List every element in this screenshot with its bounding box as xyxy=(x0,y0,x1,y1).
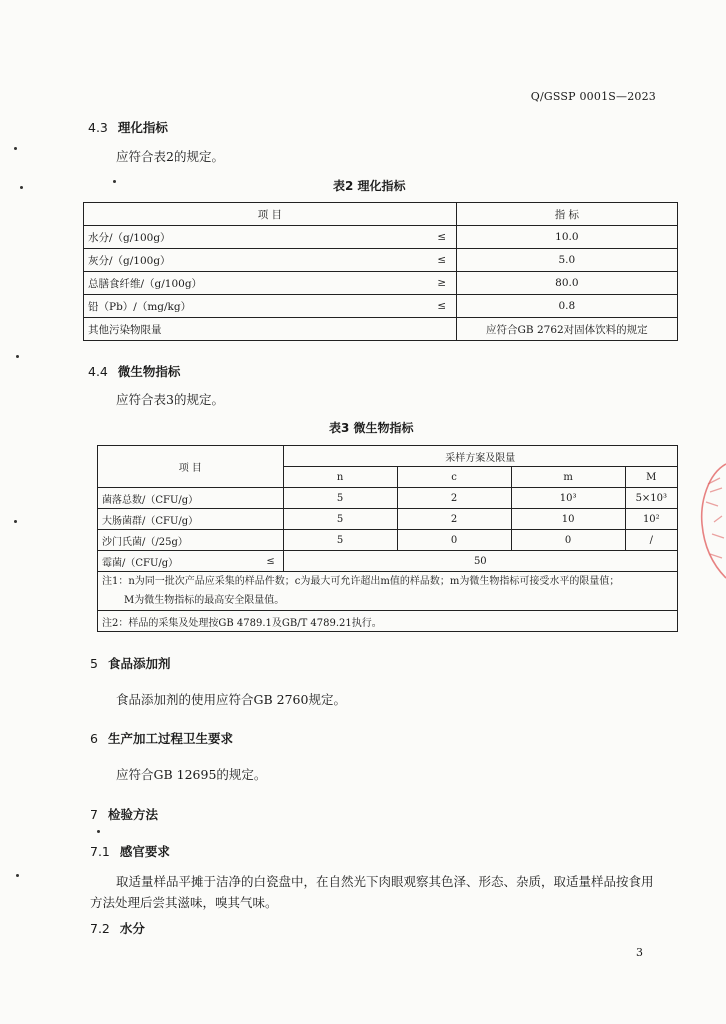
cell-item: 铅（Pb）/（mg/kg） xyxy=(84,295,428,318)
note-1-line2: M为微生物指标的最高安全限量值。 xyxy=(124,595,285,606)
cell-M: 5×10³ xyxy=(625,488,677,509)
section-title: 理化指标 xyxy=(117,120,168,135)
section-number: 7.1 xyxy=(90,844,110,859)
cell-value: 0.8 xyxy=(456,295,677,318)
cell-m: 10 xyxy=(511,509,625,530)
table-note-row xyxy=(98,572,678,611)
table-header-row xyxy=(98,446,678,467)
scan-speck xyxy=(97,830,100,833)
cell-item: 灰分/（g/100g） xyxy=(84,249,428,272)
scan-speck xyxy=(113,180,116,183)
cell-value: 应符合GB 2762对固体饮料的规定 xyxy=(456,318,677,341)
header-plan: 采样方案及限量 xyxy=(283,446,677,467)
section-7-1-line1: 取适量样品平摊于洁净的白瓷盘中，在自然光下肉眼观察其色泽、形态、杂质，取适量样品按食用 xyxy=(116,874,654,889)
cell-c: 2 xyxy=(397,488,511,509)
table-row xyxy=(98,551,678,572)
header-n: n xyxy=(283,467,397,488)
section-number: 7.2 xyxy=(90,921,110,936)
table-row xyxy=(98,509,678,530)
section-number: 4.3 xyxy=(88,120,108,135)
cell-value: 50 xyxy=(283,551,677,572)
section-7-heading xyxy=(90,805,158,823)
scan-speck xyxy=(16,874,19,877)
section-4-4-text: 应符合表3的规定。 xyxy=(116,392,224,407)
section-number: 7 xyxy=(90,807,98,822)
cell-item: 总膳食纤维/（g/100g） xyxy=(84,272,428,295)
cell-op: ≤ xyxy=(428,249,457,272)
cell-op: ≤ xyxy=(428,226,457,249)
table-row xyxy=(84,272,678,295)
cell-op: ≤ xyxy=(428,295,457,318)
cell-item: 沙门氏菌/（/25g） xyxy=(98,530,284,551)
header-m: m xyxy=(511,467,625,488)
cell-m: 0 xyxy=(511,530,625,551)
header-item: 项 目 xyxy=(98,446,284,488)
cell-op xyxy=(428,318,457,341)
header-M: M xyxy=(625,467,677,488)
cell-op: ≤ xyxy=(259,551,284,572)
table-row xyxy=(84,318,678,341)
scan-speck xyxy=(20,186,23,189)
table-row xyxy=(98,488,678,509)
note-1-line1: 注1：n为同一批次产品应采集的样品件数；c为最大可允许超出m值的样品数；m为微生物指标可接受水平的限量值； xyxy=(102,576,620,587)
cell-M: 10² xyxy=(625,509,677,530)
cell-n: 5 xyxy=(283,530,397,551)
section-title: 食品添加剂 xyxy=(107,656,171,671)
section-title: 生产加工过程卫生要求 xyxy=(107,731,233,746)
section-7-2-heading xyxy=(90,919,145,937)
table-row xyxy=(98,530,678,551)
cell-value: 80.0 xyxy=(456,272,677,295)
cell-item: 水分/（g/100g） xyxy=(84,226,428,249)
scan-speck xyxy=(14,147,17,150)
table-row xyxy=(84,295,678,318)
cell-m: 10³ xyxy=(511,488,625,509)
header-c: c xyxy=(397,467,511,488)
table3-caption: 表3 微生物指标 xyxy=(329,421,414,435)
section-6-heading xyxy=(90,729,233,747)
note-1 xyxy=(98,572,678,611)
cell-value: 10.0 xyxy=(456,226,677,249)
cell-op: ≥ xyxy=(428,272,457,295)
table2 xyxy=(83,202,678,341)
cell-item: 大肠菌群/（CFU/g） xyxy=(98,509,284,530)
section-4-3-heading xyxy=(88,118,168,136)
table2-caption: 表2 理化指标 xyxy=(333,179,406,193)
cell-c: 0 xyxy=(397,530,511,551)
cell-n: 5 xyxy=(283,509,397,530)
scan-speck xyxy=(16,355,19,358)
table-row xyxy=(84,226,678,249)
section-number: 5 xyxy=(90,656,98,671)
section-title: 微生物指标 xyxy=(117,364,181,379)
page-number: 3 xyxy=(636,946,643,959)
seal-stamp-fragment xyxy=(696,462,726,580)
cell-value: 5.0 xyxy=(456,249,677,272)
header-index: 指 标 xyxy=(456,203,677,226)
section-title: 检验方法 xyxy=(107,807,158,822)
cell-c: 2 xyxy=(397,509,511,530)
cell-item: 其他污染物限量 xyxy=(84,318,428,341)
section-number: 4.4 xyxy=(88,364,108,379)
section-6-text: 应符合GB 12695的规定。 xyxy=(116,767,267,782)
section-title: 感官要求 xyxy=(119,844,170,859)
cell-M: / xyxy=(625,530,677,551)
section-5-heading xyxy=(90,654,170,672)
cell-item: 菌落总数/（CFU/g） xyxy=(98,488,284,509)
table-note-row xyxy=(98,611,678,632)
table3 xyxy=(97,445,678,632)
note-2: 注2：样品的采集及处理按GB 4789.1及GB/T 4789.21执行。 xyxy=(98,611,678,632)
doc-header-code: Q/GSSP 0001S—2023 xyxy=(530,90,656,103)
scan-speck xyxy=(14,520,17,523)
table-header-row xyxy=(84,203,678,226)
section-title: 水分 xyxy=(119,921,145,936)
section-4-4-heading xyxy=(88,362,180,380)
cell-n: 5 xyxy=(283,488,397,509)
section-number: 6 xyxy=(90,731,98,746)
cell-item: 霉菌/（CFU/g） xyxy=(98,551,259,572)
header-item: 项 目 xyxy=(84,203,457,226)
section-7-1-heading xyxy=(90,842,170,860)
section-7-1-line2: 方法处理后尝其滋味，嗅其气味。 xyxy=(90,895,278,910)
table-row xyxy=(84,249,678,272)
section-4-3-text: 应符合表2的规定。 xyxy=(116,149,224,164)
section-5-text: 食品添加剂的使用应符合GB 2760规定。 xyxy=(116,692,346,707)
